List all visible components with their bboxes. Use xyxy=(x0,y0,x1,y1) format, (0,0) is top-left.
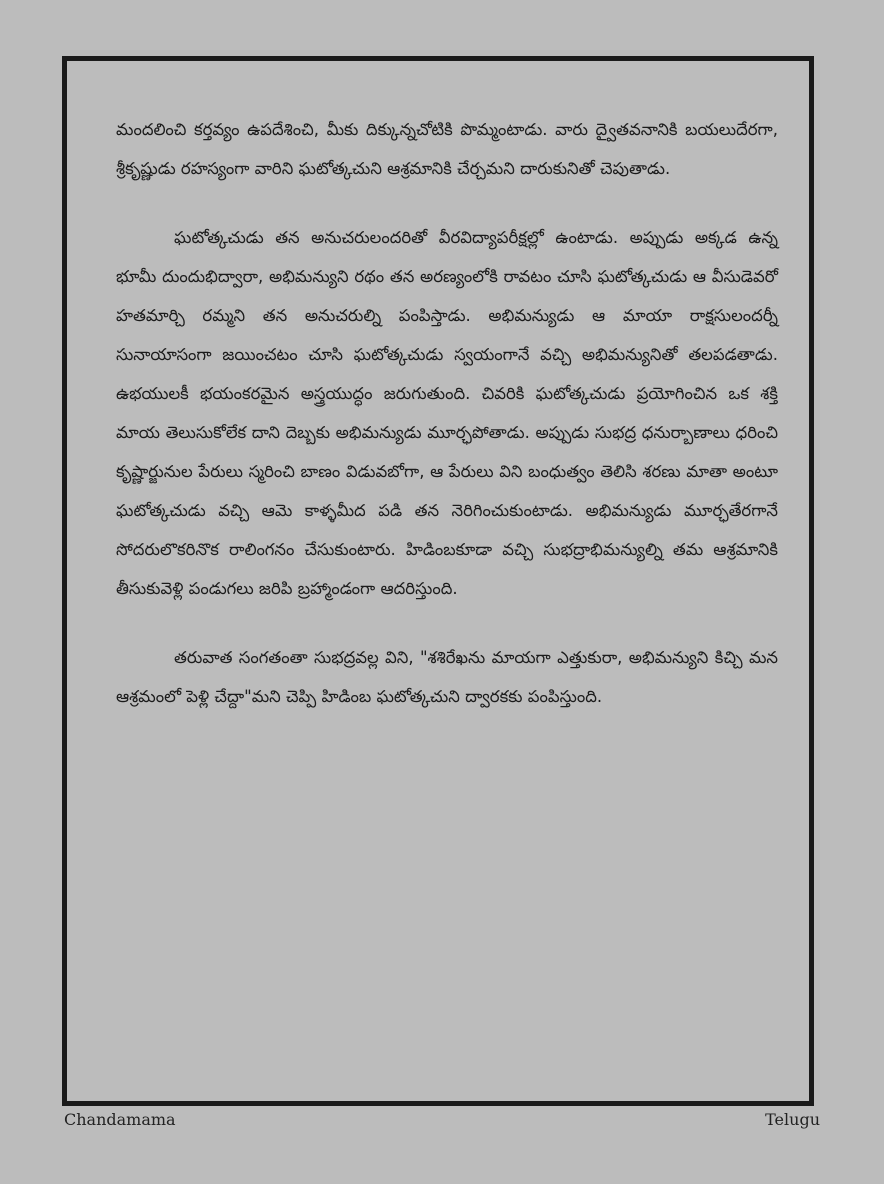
footer-language: Telugu xyxy=(765,1110,820,1129)
paragraph-3: తరువాత సంగతంతా సుభద్రవల్ల విని, "శశిరేఖను మాయగా ఎత్తుకురా, అభిమన్యుని కిచ్చి మన ఆశ్రమంలో పెళ్లి చేద్దా"మని చెప్పి హిడింబ ఘటోత్కచుని ద్వారకకు పంపిస్తుంది. xyxy=(116,648,778,706)
paragraph-2: ఘటోత్కచుడు తన అనుచరులందరితో వీరవిద్యాపరీక్షల్లో ఉంటాడు. అప్పుడు అక్కడ ఉన్న భూమీ దుందుభిద్వారా, అభిమన్యుని రథం తన అరణ్యంలోకి రావటం చూసి ఘటోత్కచుడు ఆ వీసుడెవరో హతమార్చి రమ్మని తన అనుచరుల్ని పంపిస్తాడు. అభిమన్యుడు ఆ మాయా రాక్షసులందర్నీ సునాయాసంగా జయించటం చూసి ఘటోత్కచుడు స్వయంగానే వచ్చి అభిమన్యునితో తలపడతాడు. ఉభయులకీ భయంకరమైన అస్త్రయుద్ధం జరుగుతుంది. చివరికి ఘటోత్కచుడు ప్రయోగించిన ఒక శక్తి మాయ తెలుసుకోలేక దాని దెబ్బకు అభిమన్యుడు మూర్ఛపోతాడు. అప్పుడు సుభద్ర ధనుర్బాణాలు ధరించి కృష్ణార్జునుల పేరులు స్మరించి బాణం విడువబోగా, ఆ పేరులు విని బంధుత్వం తెలిసి శరణు మాతా అంటూ ఘటోత్కచుడు వచ్చి ఆమె కాళ్ళమీద పడి తన నెరిగించుకుంటాడు. అభిమన్యుడు మూర్ఛతేరగానే సోదరులొకరినొక రాలింగనం చేసుకుంటారు. హిడింబకూడా వచ్చి సుభద్రాభిమన్యుల్ని తమ ఆశ్రమానికి తీసుకువెళ్లి పండుగలు జరిపి బ్రహ్మాండంగా ఆదరిస్తుంది. xyxy=(116,228,778,598)
paragraph-1: మందలించి కర్తవ్యం ఉపదేశించి, మీకు దిక్కున్నచోటికి పొమ్మంటాడు. వారు ద్వైతవనానికి బయలుదేరగా, శ్రీకృష్ణుడు రహస్యంగా వారిని ఘటోత్కచుని ఆశ్రమానికి చేర్చమని దారుకునితో చెపుతాడు. xyxy=(116,120,778,178)
footer-publication: Chandamama xyxy=(64,1110,176,1129)
story-text xyxy=(116,110,778,746)
